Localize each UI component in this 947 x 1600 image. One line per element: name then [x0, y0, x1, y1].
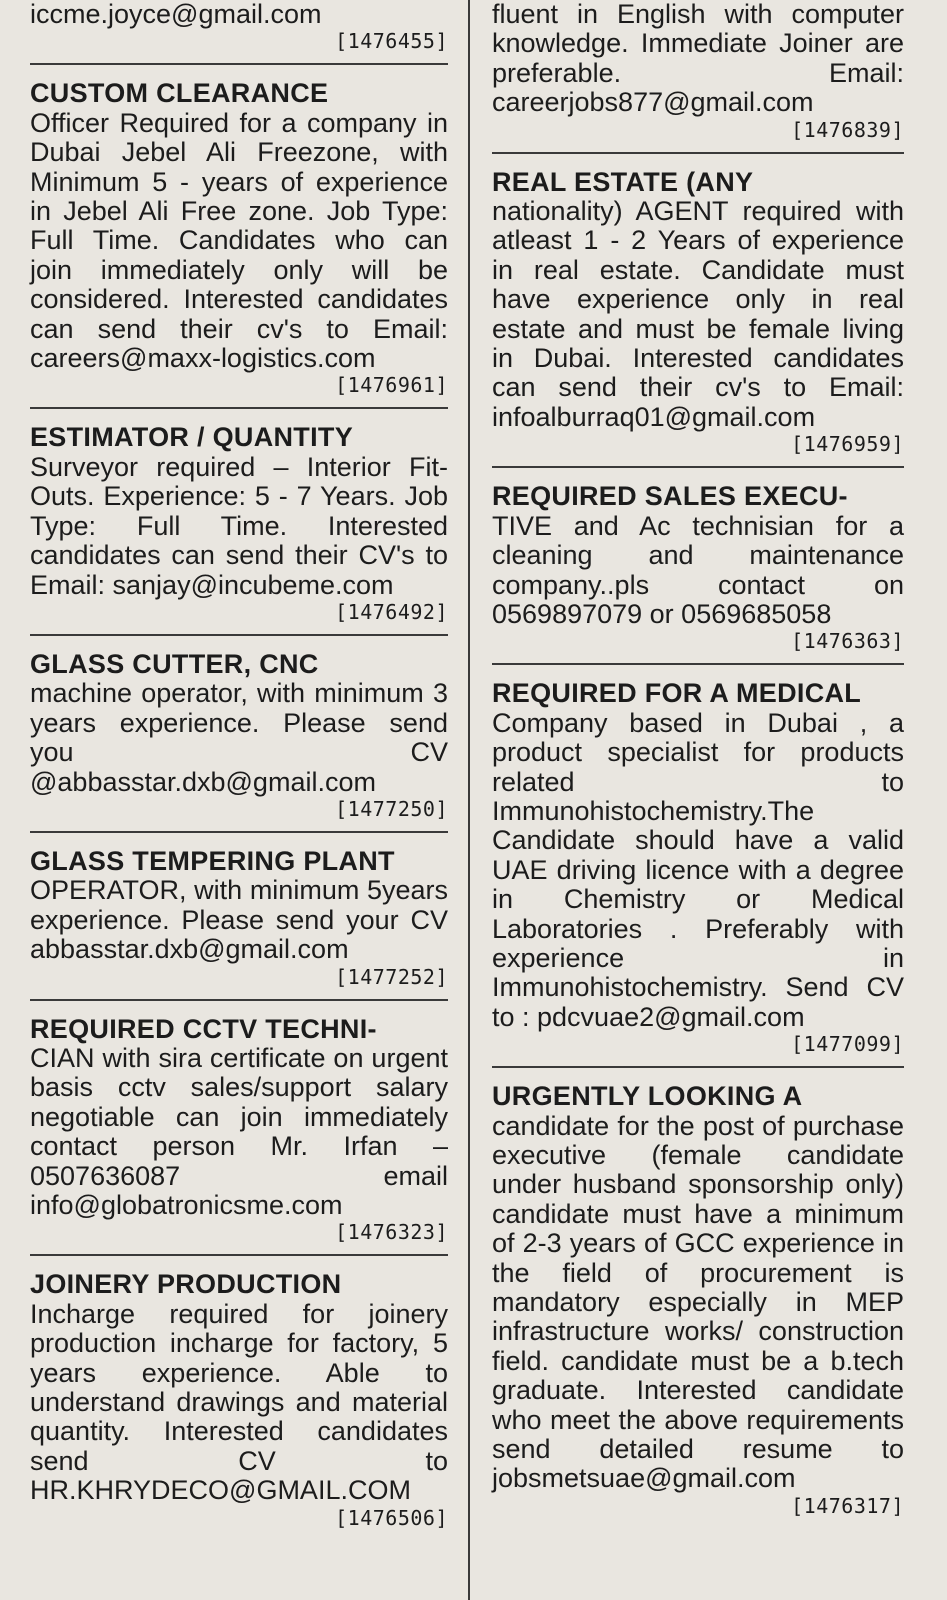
ad-ref: [1476959] — [791, 432, 904, 457]
ad-ref: [1476363] — [791, 629, 904, 654]
ad-body: OPERATOR, with minimum 5years experience. Please send your CV abbasstar.dxb@gmail.com — [30, 875, 448, 965]
ad-divider — [30, 831, 448, 833]
ad-ref: [1476492] — [335, 599, 448, 624]
ad-divider — [30, 634, 448, 636]
ad-heading: GLASS TEMPERING PLANT — [30, 845, 395, 876]
ad-glass-tempering — [30, 847, 448, 989]
ad-ref: [1477250] — [335, 796, 448, 821]
ad-body: CIAN with sira certificate on urgent basis cctv sales/support salary negotiable can join immediately contact person Mr. Irfan – 0507636087 email info@globatronicsme.com — [30, 1042, 448, 1220]
ad-divider — [492, 1066, 904, 1068]
ad-body: machine operator, with minimum 3 years experience. Please send you CV @abbasstar.dxb@gmail.com — [30, 678, 448, 797]
ad-tail-left — [30, 0, 448, 53]
ad-joinery-production — [30, 1270, 448, 1529]
ad-ref: [1477252] — [335, 964, 448, 989]
ad-divider — [492, 663, 904, 665]
ad-ref: [1476323] — [335, 1220, 448, 1245]
ad-ref: [1476455] — [335, 29, 448, 54]
ad-body: Officer Required for a company in Dubai Jebel Ali Freezone, with Minimum 5 - years of experience in Jebel Ali Free zone. Job Type: Full Time. Candidates who can join immediately only will be considered. Interested candidates can send their cv's to Email: careers@maxx-logistics.com — [30, 107, 448, 374]
ad-heading: REQUIRED CCTV TECHNI- — [30, 1013, 377, 1044]
right-column — [492, 0, 904, 1600]
ad-body: iccme.joyce@gmail.com — [30, 0, 322, 29]
ad-ref: [1477099] — [791, 1032, 904, 1057]
ad-heading: ESTIMATOR / QUANTITY — [30, 422, 353, 453]
ad-medical-specialist — [492, 679, 904, 1056]
ad-heading: REAL ESTATE (ANY — [492, 166, 754, 197]
ad-body: candidate for the post of purchase executive (female candidate under husband sponsorship only) candidate must have a minimum of 2-3 years of GCC experience in the field of procurement is mandatory especially in MEP infrastructure works/ construction field. candidate must be a b.tech graduate. Interested candidate who meet the above requirements send detailed resume to jobsmetsuae@gmail.com — [492, 1110, 904, 1494]
ad-heading: CUSTOM CLEARANCE — [30, 78, 329, 109]
ad-custom-clearance — [30, 79, 448, 397]
ad-divider — [30, 63, 448, 65]
ad-tail-right — [492, 0, 904, 142]
ad-heading: URGENTLY LOOKING A — [492, 1081, 803, 1112]
ad-divider — [30, 1254, 448, 1256]
ad-estimator — [30, 423, 448, 623]
ad-ref: [1476961] — [335, 373, 448, 398]
column-divider — [468, 0, 470, 1600]
ad-cctv-technician — [30, 1015, 448, 1245]
ad-heading: GLASS CUTTER, CNC — [30, 648, 319, 679]
ad-divider — [30, 407, 448, 409]
ad-divider — [492, 152, 904, 154]
ad-glass-cutter — [30, 650, 448, 821]
ad-body: Company based in Dubai , a product specialist for products related to Immunohistochemistry.The Candidate should have a valid UAE driving licence with a degree in Chemistry or Medical Laboratories . Preferably with experience in Immunohistochemistry. Send CV to : pdcvuae2@gmail.com — [492, 707, 904, 1032]
left-column — [30, 0, 448, 1600]
ad-sales-executive — [492, 482, 904, 653]
ad-body: Incharge required for joinery production incharge for factory, 5 years experience. Able to understand drawings and material quantity. Interested candidates send CV to HR.KHRYDECO@GMAIL.COM — [30, 1298, 448, 1506]
ad-body: Surveyor required – Interior Fit-Outs. Experience: 5 - 7 Years. Job Type: Full Time. Interested candidates can send their CV's to Email: sanjay@incubeme.com — [30, 451, 448, 600]
ad-ref: [1476506] — [335, 1505, 448, 1530]
ad-body: TIVE and Ac technisian for a cleaning and maintenance company..pls contact on 0569897079 or 0569685058 — [492, 510, 904, 629]
ad-heading: REQUIRED SALES EXECU- — [492, 481, 848, 512]
ad-heading: REQUIRED FOR A MEDICAL — [492, 678, 862, 709]
ad-ref: [1476839] — [791, 117, 904, 142]
ad-divider — [492, 466, 904, 468]
ad-purchase-executive — [492, 1082, 904, 1518]
ad-heading: JOINERY PRODUCTION — [30, 1269, 342, 1300]
ad-body: nationality) AGENT required with atleast 1 - 2 Years of experience in real estate. Candidate must have experience only in real estate and must be female living in Dubai. Interested candidates can send their cv's to Email: infoalburraq01@gmail.com — [492, 196, 904, 432]
ad-ref: [1476317] — [791, 1493, 904, 1518]
ad-body: fluent in English with computer knowledge. Immediate Joiner are preferable. Email: careerjobs877@gmail.com — [492, 0, 904, 118]
ad-divider — [30, 999, 448, 1001]
ad-real-estate — [492, 168, 904, 457]
